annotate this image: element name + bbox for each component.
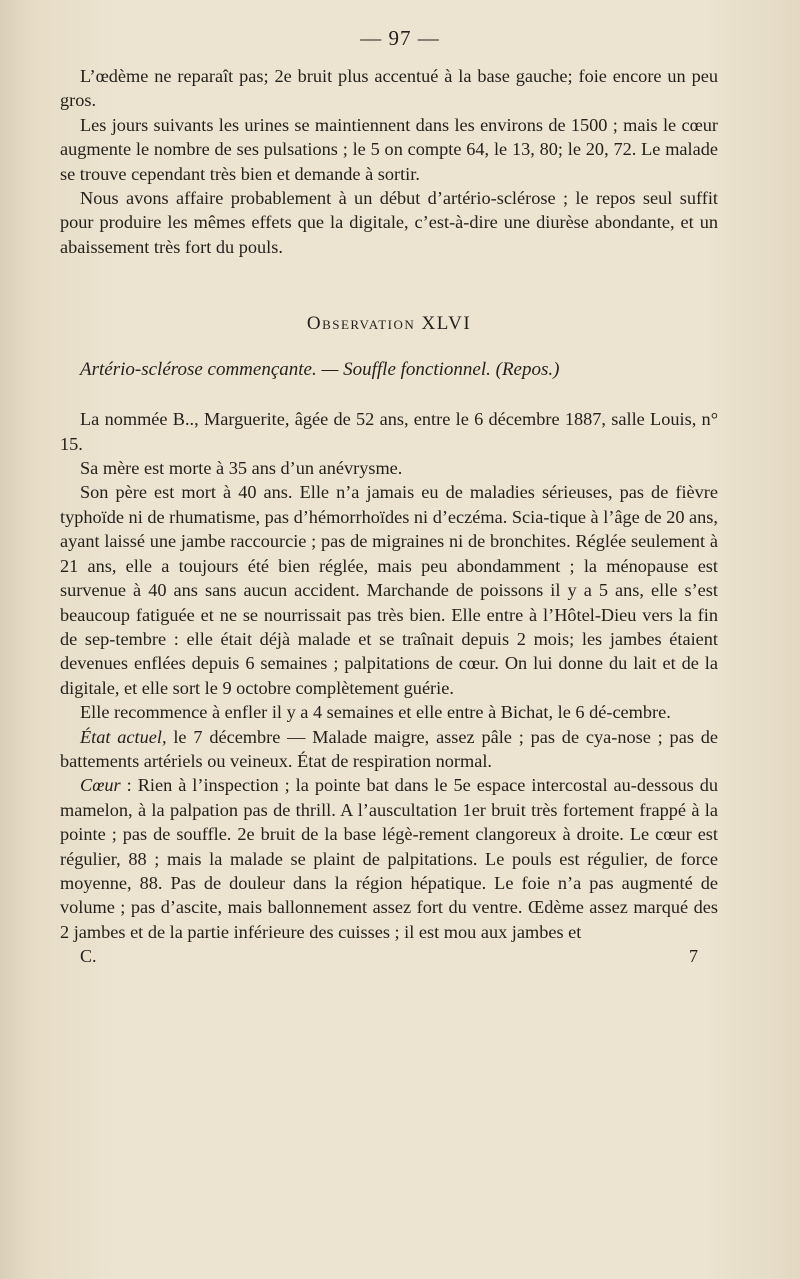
coeur-label: Cœur <box>80 775 121 796</box>
paragraph: Son père est mort à 40 ans. Elle n’a jamais eu de maladies sérieuses, pas de fièvre typhoïde ni de rhumatisme, pas d’hémorrhoïdes ni d’eczéma. Scia-tique à l’âge de 20 ans, ayant laissé une jambe raccourcie ; pas de migraines ni de bronchites. Réglée seulement à 21 ans, elle a toujours été bien réglée, mais peu abondamment ; la ménopause est survenue à 40 ans sans aucun accident. Marchande de poissons il y a 5 ans, elle s’est beaucoup fatiguée et ne se nourrissait pas très bien. Elle entre à l’Hôtel-Dieu vers la fin de sep-tembre : elle était déjà malade et se traînait depuis 2 mois; les jambes étaient devenues enflées depuis 6 semaines ; palpitations de cœur. On lui donne du lait et de la digitale, et elle sort le 9 octobre complètement guérie. <box>60 482 718 698</box>
paragraph-etat <box>60 725 718 774</box>
observation-heading: Observation XLVI <box>306 313 472 335</box>
paragraph: Nous avons affaire probablement à un début d’artério-sclérose ; le repos seul suffit pour produire les mêmes effets que la digitale, c’est-à-dire une diurèse abondante, et un abaissement très fort du pouls. <box>60 188 718 257</box>
observation-subtitle: Artério-sclérose commençante. — Souffle fonctionnel. (Repos.) <box>80 359 560 381</box>
coeur-text: : Rien à l’inspection ; la pointe bat dans le 5e espace intercostal au-dessous du mamelon, à la palpation pas de thrill. A l’auscultation 1er bruit très fortement frappé à la pointe ; pas de souffle. 2e bruit de la base légè-rement clangoreux à droite. Le cœur est régulier, 88 ; mais la malade se plaint de palpitations. Le pouls est régulier, de force moyenne, 88. Pas de douleur dans la région hépatique. Le foie n’a pas augmenté de volume ; pas d’ascite, mais ballonnement assez fort du ventre. Œdème assez marqué des 2 jambes et de la partie inférieure des cuisses ; il est mou aux jambes et <box>60 775 718 942</box>
body-text <box>60 64 718 967</box>
signature-left: C. <box>80 946 97 967</box>
etat-label: État actuel, <box>80 726 167 747</box>
page-number: — 97 — <box>360 26 440 50</box>
page-footer <box>60 946 718 967</box>
paragraph: Les jours suivants les urines se maintiennent dans les environs de 1500 ; mais le cœur augmente le nombre de ses pulsations ; le 5 on compte 64, le 13, 80; le 20, 72. Le malade se trouve cependant très bien et demande à sortir. <box>60 114 718 184</box>
paragraph: Sa mère est morte à 35 ans d’un anévrysme. <box>80 458 403 479</box>
paragraph-coeur <box>60 773 718 944</box>
etat-text: le 7 décembre — Malade maigre, assez pâle ; pas de cya-nose ; pas de battements artériels ou veineux. État de respiration normal. <box>60 726 719 771</box>
paragraph: La nommée B.., Marguerite, âgée de 52 ans, entre le 6 décembre 1887, salle Louis, n° 15. <box>60 409 718 454</box>
signature-right: 7 <box>689 946 698 967</box>
paragraph: Elle recommence à enfler il y a 4 semaines et elle entre à Bichat, le 6 dé-cembre. <box>80 702 671 723</box>
paragraph: L’œdème ne reparaît pas; 2e bruit plus accentué à la base gauche; foie encore un peu gros. <box>60 66 718 111</box>
